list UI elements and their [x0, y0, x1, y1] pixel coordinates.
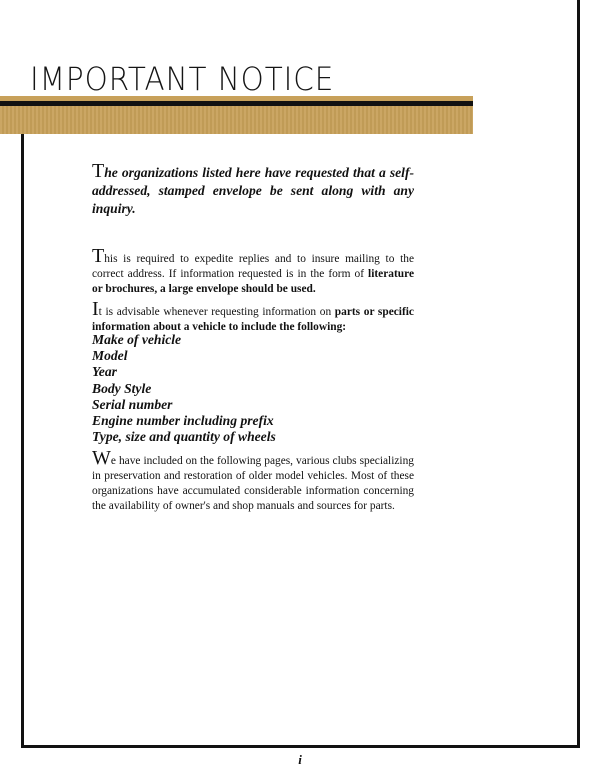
intro-paragraph — [92, 160, 414, 218]
drop-cap: T — [92, 160, 105, 182]
list-item: Engine number including prefix — [92, 413, 274, 429]
list-item: Body Style — [92, 380, 152, 396]
header-band-rule — [0, 101, 473, 106]
list-item: Model — [92, 348, 128, 364]
header-band-texture — [0, 106, 473, 134]
drop-cap: W — [92, 447, 111, 469]
paragraph-text: t is advisable whenever requesting information on — [98, 306, 335, 318]
frame-left-rule — [21, 128, 24, 748]
intro-text: he organizations listed here have requested that a self-addressed, stamped envelope be sent along with any inquiry. — [92, 165, 414, 216]
paragraph-bold-text: literature or brochures, a large envelope should be used. — [92, 268, 414, 295]
paragraph-bold-text: parts or specific information about a vehicle to include the following: — [92, 306, 414, 333]
paragraph-envelope — [92, 245, 414, 297]
list-item: Serial number — [92, 396, 173, 412]
page-number: i — [298, 752, 302, 767]
frame-right-rule — [577, 0, 580, 748]
paragraph-text: his is required to expedite replies and to insure mailing to the correct address. If information requested is in the form of — [92, 253, 414, 280]
paragraph-text: e have included on the following pages, various clubs specializing in preservation and restoration of older model vehicles. Most of these organizations have accumulated considerable information concerning the availability of owner's and shop manuals and sources for parts. — [92, 455, 414, 512]
frame-bottom-rule — [21, 745, 580, 748]
drop-cap: I — [92, 298, 99, 320]
paragraph-clubs — [92, 447, 414, 514]
list-item: Make of vehicle — [92, 332, 182, 347]
page-title: IMPORTANT NOTICE — [30, 60, 335, 98]
drop-cap: T — [92, 245, 105, 267]
vehicle-info-list — [92, 332, 414, 445]
list-item: Type, size and quantity of wheels — [92, 429, 276, 445]
paragraph-advisable — [92, 298, 414, 335]
list-item: Year — [92, 364, 117, 380]
